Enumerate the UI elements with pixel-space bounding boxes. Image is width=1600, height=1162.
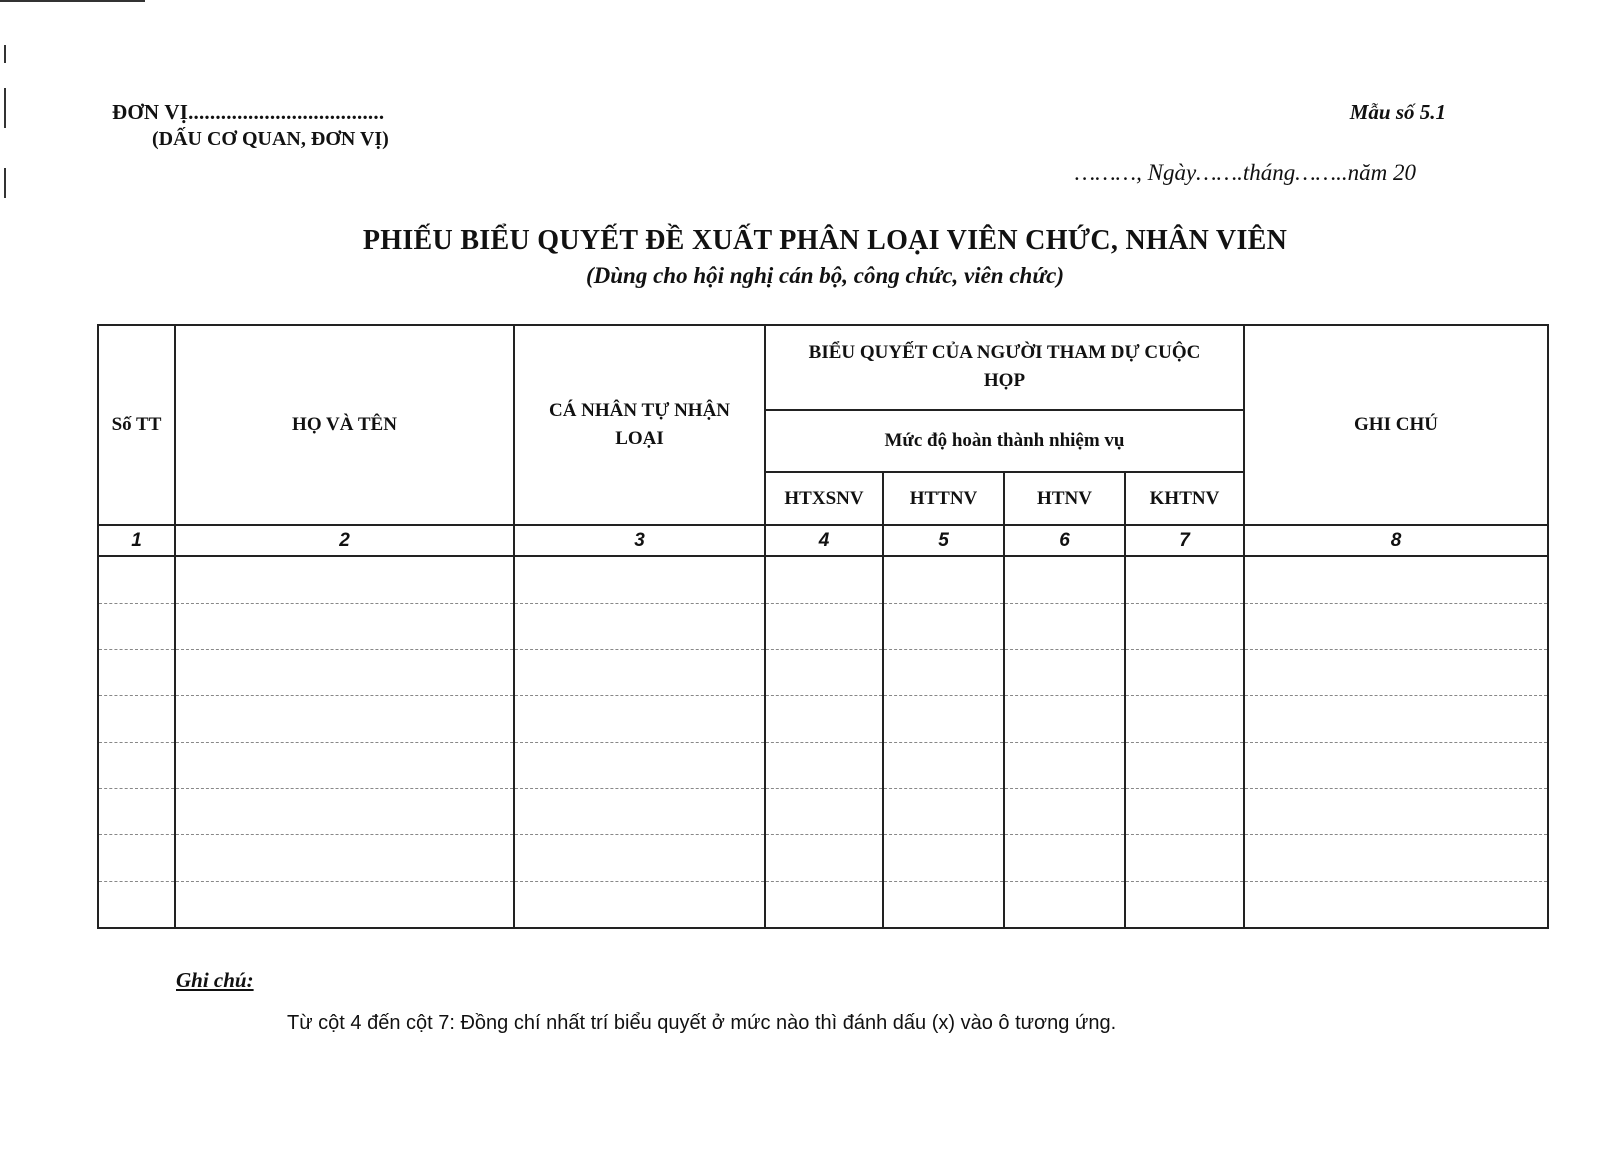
table-cell[interactable] [883, 788, 1004, 834]
table-cell[interactable] [1125, 556, 1244, 603]
table-cell[interactable] [1004, 788, 1125, 834]
table-row [98, 603, 1548, 649]
table-cell[interactable] [98, 881, 175, 928]
table-cell[interactable] [98, 835, 175, 881]
table-cell[interactable] [765, 742, 883, 788]
table-cell[interactable] [514, 835, 765, 881]
table-cell[interactable] [514, 788, 765, 834]
table-cell[interactable] [1125, 788, 1244, 834]
table-cell[interactable] [514, 742, 765, 788]
date-line: ………, Ngày…….tháng……..năm 20 [1074, 160, 1416, 185]
table-cell[interactable] [883, 881, 1004, 928]
table-cell[interactable] [1004, 742, 1125, 788]
header-vote-text: BIỂU QUYẾT CỦA NGƯỜI THAM DỰ CUỘC HỌP [808, 341, 1201, 392]
table-cell[interactable] [175, 649, 514, 695]
table-cell[interactable] [765, 556, 883, 603]
table-row [98, 788, 1548, 834]
table-cell[interactable] [883, 742, 1004, 788]
voting-table-wrapper [97, 324, 1547, 929]
table-cell[interactable] [883, 556, 1004, 603]
table-cell[interactable] [1244, 742, 1548, 788]
voting-table [97, 324, 1549, 929]
table-cell[interactable] [175, 742, 514, 788]
table-cell[interactable] [1125, 603, 1244, 649]
table-cell[interactable] [175, 788, 514, 834]
table-cell[interactable] [1125, 696, 1244, 742]
table-cell[interactable] [1004, 649, 1125, 695]
table-cell[interactable] [765, 603, 883, 649]
table-cell[interactable] [1004, 835, 1125, 881]
table-row [98, 696, 1548, 742]
table-cell[interactable] [1125, 835, 1244, 881]
column-number: 8 [1244, 525, 1548, 556]
column-number: 3 [514, 525, 765, 556]
table-cell[interactable] [98, 603, 175, 649]
table-cell[interactable] [1244, 649, 1548, 695]
page-subtitle: (Dùng cho hội nghị cán bộ, công chức, viên chức) [586, 263, 1064, 288]
column-number: 1 [98, 525, 175, 556]
table-cell[interactable] [175, 835, 514, 881]
table-cell[interactable] [98, 788, 175, 834]
table-cell[interactable] [1004, 603, 1125, 649]
table-cell[interactable] [514, 556, 765, 603]
table-cell[interactable] [1244, 696, 1548, 742]
table-cell[interactable] [765, 788, 883, 834]
table-cell[interactable] [765, 835, 883, 881]
table-row [98, 742, 1548, 788]
table-row [98, 556, 1548, 603]
table-cell[interactable] [1244, 556, 1548, 603]
column-number: 4 [765, 525, 883, 556]
header-stt: Số TT [98, 325, 175, 525]
unit-name-line: ĐƠN VỊ.................................... [112, 100, 385, 124]
table-cell[interactable] [175, 696, 514, 742]
table-cell[interactable] [514, 603, 765, 649]
header-vote [765, 325, 1244, 410]
header-note: GHI CHÚ [1244, 325, 1548, 525]
scan-artifact-left-3 [4, 168, 6, 198]
column-number: 6 [1004, 525, 1125, 556]
table-row [98, 649, 1548, 695]
table-cell[interactable] [883, 603, 1004, 649]
table-row [98, 881, 1548, 928]
table-cell[interactable] [1244, 835, 1548, 881]
note-text: Từ cột 4 đến cột 7: Đồng chí nhất trí biểu quyết ở mức nào thì đánh dấu (x) vào ô tương ứng. [287, 1012, 1117, 1034]
table-cell[interactable] [1004, 556, 1125, 603]
table-cell[interactable] [765, 649, 883, 695]
unit-seal-label: (DẤU CƠ QUAN, ĐƠN VỊ) [152, 128, 389, 150]
table-cell[interactable] [883, 835, 1004, 881]
column-number: 7 [1125, 525, 1244, 556]
table-cell[interactable] [175, 603, 514, 649]
header-level-httnv: HTTNV [883, 472, 1004, 525]
header-full-name: HỌ VÀ TÊN [175, 325, 514, 525]
table-cell[interactable] [98, 649, 175, 695]
page-title: PHIẾU BIỂU QUYẾT ĐỀ XUẤT PHÂN LOẠI VIÊN CHỨC, NHÂN VIÊN [362, 225, 1288, 256]
table-cell[interactable] [98, 742, 175, 788]
table-cell[interactable] [1004, 881, 1125, 928]
header-level-htnv: HTNV [1004, 472, 1125, 525]
table-cell[interactable] [1125, 881, 1244, 928]
table-cell[interactable] [175, 556, 514, 603]
note-label: Ghi chú: [176, 968, 254, 992]
header-self-classification [514, 325, 765, 525]
table-cell[interactable] [1125, 649, 1244, 695]
table-cell[interactable] [883, 696, 1004, 742]
table-cell[interactable] [514, 881, 765, 928]
table-cell[interactable] [514, 649, 765, 695]
header-completion-level: Mức độ hoàn thành nhiệm vụ [765, 410, 1244, 472]
table-cell[interactable] [98, 696, 175, 742]
table-cell[interactable] [1244, 881, 1548, 928]
table-cell[interactable] [1004, 696, 1125, 742]
header-self-classification-text: CÁ NHÂN TỰ NHẬN LOẠI [548, 399, 731, 450]
table-cell[interactable] [175, 881, 514, 928]
table-row [98, 835, 1548, 881]
scan-artifact-top [0, 0, 145, 2]
table-cell[interactable] [514, 696, 765, 742]
table-cell[interactable] [765, 696, 883, 742]
scan-artifact-left-2 [4, 88, 6, 128]
scan-artifact-left-1 [4, 45, 6, 63]
table-cell[interactable] [1244, 788, 1548, 834]
header-level-htxsnv: HTXSNV [765, 472, 883, 525]
table-cell[interactable] [883, 649, 1004, 695]
table-cell[interactable] [98, 556, 175, 603]
table-cell[interactable] [1244, 603, 1548, 649]
form-number: Mẫu số 5.1 [1349, 100, 1446, 124]
column-number: 2 [175, 525, 514, 556]
table-cell[interactable] [1125, 742, 1244, 788]
header-level-khtnv: KHTNV [1125, 472, 1244, 525]
table-cell[interactable] [765, 881, 883, 928]
column-number: 5 [883, 525, 1004, 556]
